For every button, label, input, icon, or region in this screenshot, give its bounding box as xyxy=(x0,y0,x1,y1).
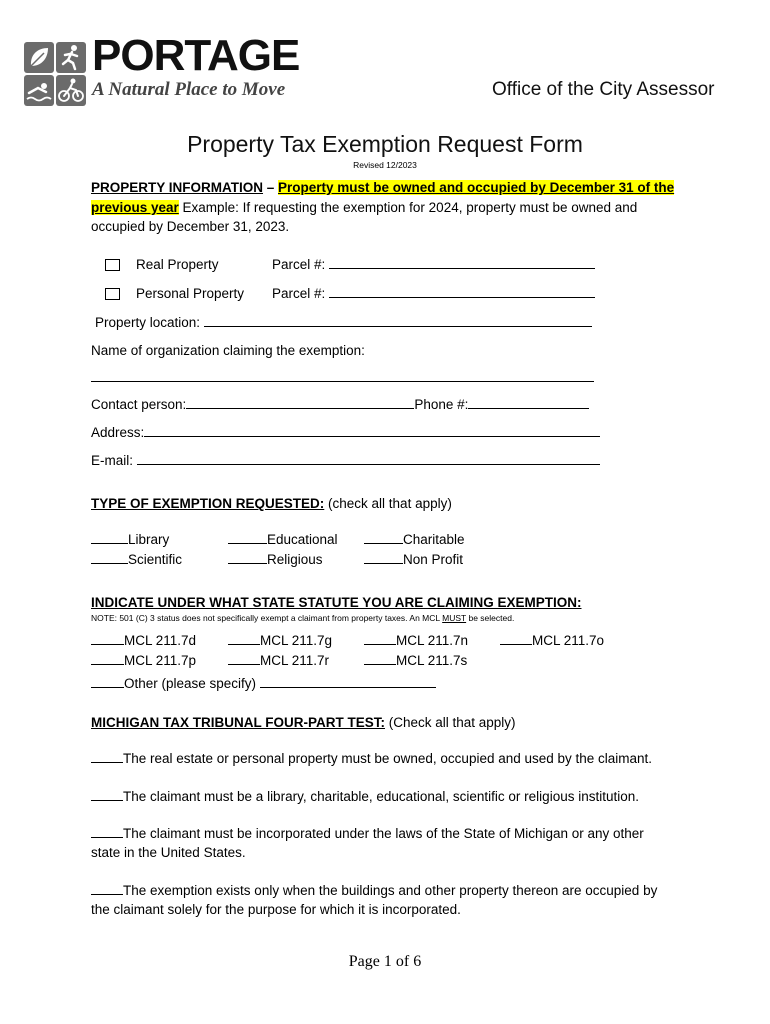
organization-name-label: Name of organization claiming the exemption: xyxy=(91,343,365,358)
statute-option-211-7r[interactable] xyxy=(228,653,329,668)
real-property-checkbox[interactable] xyxy=(105,257,120,272)
property-info-line-1 xyxy=(91,180,674,195)
statute-option-211-7p[interactable] xyxy=(91,653,196,668)
property-location-label: Property location: xyxy=(95,315,201,330)
option-label: MCL 211.7n xyxy=(396,633,469,648)
option-label: Religious xyxy=(267,552,323,567)
exemption-type-note: (check all that apply) xyxy=(324,496,452,511)
exemption-option-scientific[interactable] xyxy=(91,552,182,567)
personal-property-checkbox[interactable] xyxy=(105,286,120,301)
email-label: E-mail: xyxy=(91,453,134,468)
address-label: Address: xyxy=(91,425,145,440)
statute-heading: INDICATE UNDER WHAT STATE STATUTE YOU ARE CLAIMING EXEMPTION: xyxy=(91,595,582,610)
example-text-end: occupied by December 31, 2023. xyxy=(91,219,290,234)
statute-option-211-7d[interactable] xyxy=(91,633,196,648)
statute-note-end: be selected. xyxy=(466,613,515,623)
option-label: Scientific xyxy=(128,552,183,567)
option-label: MCL 211.7s xyxy=(396,653,468,668)
property-info-heading: PROPERTY INFORMATION xyxy=(91,180,264,195)
statute-option-211-7n[interactable] xyxy=(364,633,468,648)
logo-tagline: A Natural Place to Move xyxy=(92,79,286,100)
other-specify-field[interactable] xyxy=(260,687,436,688)
statute-option-211-7s[interactable] xyxy=(364,653,467,668)
statute-note-text: NOTE: 501 (C) 3 status does not specifically exempt a claimant from property taxes. An MCL xyxy=(91,613,443,623)
item-text: The real estate or personal property must be owned, occupied and used by the claimant. xyxy=(123,751,653,766)
contact-person-field[interactable] xyxy=(91,397,589,412)
exemption-option-religious[interactable] xyxy=(228,552,323,567)
four-part-heading-row xyxy=(91,715,516,730)
statute-note xyxy=(91,613,514,623)
four-part-item-2[interactable] xyxy=(91,789,639,804)
statute-option-211-7o[interactable] xyxy=(500,633,604,648)
option-label: Non Profit xyxy=(403,552,464,567)
four-part-heading: MICHIGAN TAX TRIBUNAL FOUR-PART TEST: xyxy=(91,715,385,730)
swimmer-icon xyxy=(24,75,54,106)
cyclist-icon xyxy=(56,75,86,106)
statute-option-211-7g[interactable] xyxy=(228,633,332,648)
property-info-line-2 xyxy=(91,200,637,215)
address-field[interactable] xyxy=(91,425,600,440)
exemption-type-heading-row xyxy=(91,496,452,511)
page-number: Page 1 of 6 xyxy=(348,953,422,970)
ownership-requirement: Property must be owned and occupied by December 31 of the xyxy=(278,180,675,195)
portage-logo-tiles xyxy=(24,42,86,106)
form-title: Property Tax Exemption Request Form xyxy=(187,131,583,157)
option-label: Charitable xyxy=(403,532,465,547)
ownership-requirement-end: previous year xyxy=(91,200,179,215)
option-label: MCL 211.7p xyxy=(124,653,197,668)
option-label: MCL 211.7r xyxy=(260,653,330,668)
exemption-option-non-profit[interactable] xyxy=(364,552,463,567)
personal-property-label: Personal Property xyxy=(136,286,245,301)
contact-person-label: Contact person: xyxy=(91,397,187,412)
four-part-item-3[interactable] xyxy=(91,826,644,841)
option-label: Educational xyxy=(267,532,338,547)
four-part-item-4-cont: the claimant solely for the purpose for which it is incorporated. xyxy=(91,902,461,917)
exemption-option-charitable[interactable] xyxy=(364,532,465,547)
parcel-label: Parcel #: xyxy=(272,286,326,301)
real-property-parcel-field[interactable] xyxy=(272,257,595,272)
logo-wordmark: PORTAGE xyxy=(92,31,300,80)
phone-label: Phone #: xyxy=(414,397,469,412)
other-label: Other (please specify) xyxy=(124,676,257,691)
item-text: The exemption exists only when the buildings and other property thereon are occupied by xyxy=(123,883,658,898)
personal-property-parcel-field[interactable] xyxy=(272,286,595,301)
four-part-item-4[interactable] xyxy=(91,883,657,898)
exemption-type-heading: TYPE OF EXEMPTION REQUESTED: xyxy=(91,496,325,511)
four-part-item-1[interactable] xyxy=(91,751,652,766)
option-label: MCL 211.7d xyxy=(124,633,197,648)
item-text: The claimant must be a library, charitable, educational, scientific or religious institution. xyxy=(123,789,639,804)
four-part-item-3-cont: state in the United States. xyxy=(91,845,246,860)
property-location-field[interactable] xyxy=(95,315,592,330)
exemption-option-library[interactable] xyxy=(91,532,169,547)
parcel-label: Parcel #: xyxy=(272,257,326,272)
statute-note-must: MUST xyxy=(442,613,467,623)
option-label: Library xyxy=(128,532,170,547)
runner-icon xyxy=(56,42,86,73)
heading-dash: – xyxy=(263,180,279,195)
leaf-icon xyxy=(24,42,54,73)
option-label: MCL 211.7o xyxy=(532,633,605,648)
example-text: Example: If requesting the exemption for 2024, property must be owned and xyxy=(178,200,638,215)
option-label: MCL 211.7g xyxy=(260,633,333,648)
revised-date: Revised 12/2023 xyxy=(353,160,417,170)
four-part-note: (Check all that apply) xyxy=(384,715,516,730)
email-field[interactable] xyxy=(91,453,600,468)
organization-name-field[interactable] xyxy=(91,370,594,385)
real-property-label: Real Property xyxy=(136,257,219,272)
office-name: Office of the City Assessor xyxy=(492,79,715,100)
exemption-option-educational[interactable] xyxy=(228,532,338,547)
statute-option-other[interactable] xyxy=(91,676,436,691)
item-text: The claimant must be incorporated under the laws of the State of Michigan or any other xyxy=(123,826,644,841)
